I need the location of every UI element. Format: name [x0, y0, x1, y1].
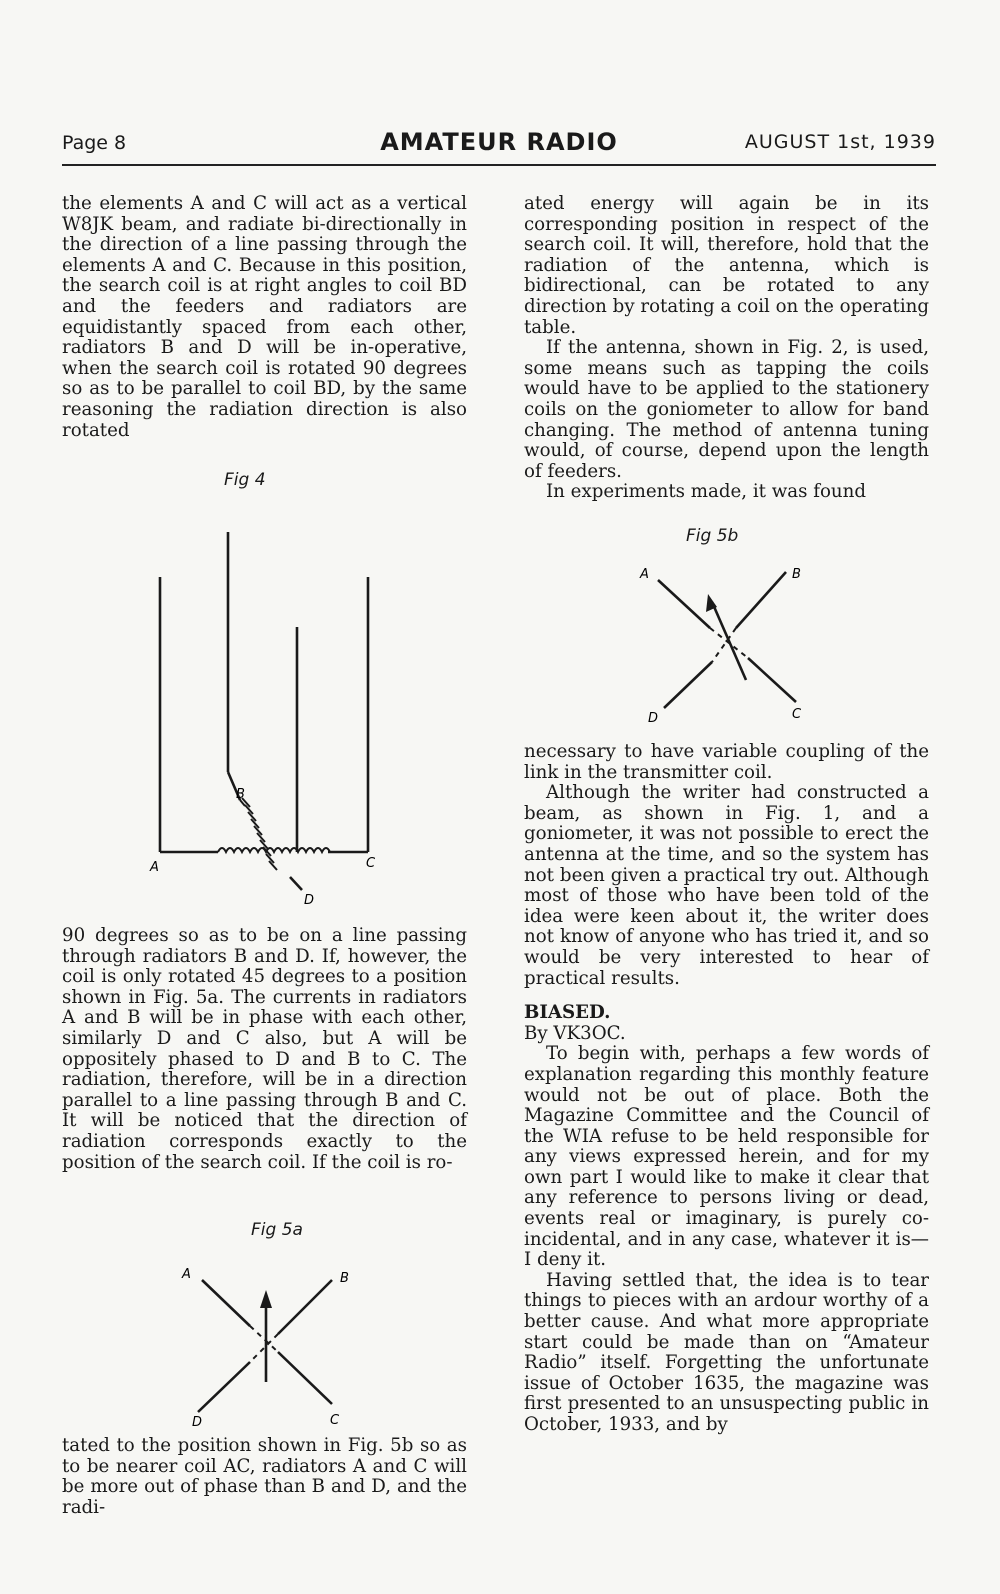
magazine-title: AMATEUR RADIO — [380, 128, 618, 156]
label-d: D — [192, 1415, 203, 1430]
label-a: A — [150, 860, 159, 875]
label-d: D — [648, 711, 659, 726]
fig5b-label: Fig 5b — [686, 526, 739, 546]
paragraph: In experiments made, it was found — [546, 481, 867, 503]
page-header — [62, 128, 936, 166]
label-d: D — [304, 893, 315, 908]
paragraph: tated to the position shown in Fig. 5b so as to be nearer coil AC, radiators A and C will be more out of phase than B and D, and the radi- — [62, 1435, 467, 1518]
page-number: Page 8 — [62, 132, 127, 154]
left-column-end — [62, 1436, 467, 1518]
paragraph: Although the writer had constructed a beam, as shown in Fig. 1, and a goniometer, it was not possible to erect the antenna at the time, and so the system has not been given a practical try out. Although most of those who have been told of the idea were keen about it, the writer does not know of anyone who has tried it, and so would be very interested to hear of practical results. — [524, 782, 929, 989]
right-column-continued — [524, 742, 929, 1436]
label-c: C — [330, 1413, 340, 1428]
paragraph: ated energy will again be in its corresponding position in respect of the search coil. It will, therefore, hold that the radiation of the antenna, which is bidirectional, can be rotated to any direction by rotating a coil on the operating table. — [524, 193, 929, 338]
fig4-label: Fig 4 — [224, 470, 266, 490]
label-b: B — [792, 567, 801, 582]
right-column — [524, 194, 929, 503]
paragraph: necessary to have variable coupling of the link in the transmitter coil. — [524, 741, 929, 783]
label-c: C — [366, 856, 376, 871]
paragraph: To begin with, perhaps a few words of explanation regarding this monthly feature would not be out of place. Both the Magazine Committee and the Council of the WIA refuse to be held responsible for any views expressed herein, and for my own part I would like to make it clear that any reference to persons living or dead, events real or imaginary, is purely co-incidental, and in any case, whatever it is—I deny it. — [524, 1043, 929, 1271]
label-a: A — [182, 1267, 191, 1282]
label-c: C — [792, 707, 802, 722]
coil-ac — [218, 848, 330, 852]
article-byline: By VK3OC. — [524, 1022, 626, 1044]
left-column — [62, 194, 467, 441]
issue-date: AUGUST 1st, 1939 — [744, 131, 936, 153]
fig5b-diagram — [636, 562, 836, 732]
fig5a-diagram — [180, 1262, 360, 1432]
article-title: BIASED. — [524, 1002, 611, 1024]
label-a: A — [640, 567, 649, 582]
fig4-diagram — [140, 522, 400, 912]
label-b: B — [236, 787, 245, 802]
paragraph: Having settled that, the idea is to tear things to pieces with an ardour worthy of a better cause. And what more appropriate start could be made than on “Amateur Radio” itself. Forgetting the unfortunate issue of October 1635, the magazine was first presented to an unsuspecting public in October, 1933, and by — [524, 1269, 929, 1435]
coil-bd — [240, 798, 277, 870]
paragraph: the elements A and C will act as a vertical W8JK beam, and radiate bi-directionally in the direction of a line passing through the elements A and C. Because in this position, the search coil is at right angles to coil BD and the feeders and radiators are equidistantly spaced from each other, radiators B and D will be in-operative, when the search coil is rotated 90 degrees so as to be parallel to coil BD, by the same reasoning the radiation direction is also rotated — [62, 193, 467, 441]
left-column-continued — [62, 926, 467, 1173]
paragraph: If the antenna, shown in Fig. 2, is used, some means such as tapping the coils would have to be applied to the stationery coils on the goniometer to allow for band changing. The method of antenna tuning would, of course, depend upon the length of feeders. — [524, 337, 929, 482]
fig5a-label: Fig 5a — [251, 1220, 303, 1240]
label-b: B — [340, 1271, 349, 1286]
paragraph: 90 degrees so as to be on a line passing through radiators B and D. If, however, the coil is only rotated 45 degrees to a position shown in Fig. 5a. The currents in radiators A and B will be in phase with each other, similarly D and C also, but A will be oppositely phased to D and B to C. The radiation, therefore, will be in a direction parallel to a line passing through B and C. It will be noticed that the direction of radiation corresponds exactly to the position of the search coil. If the coil is ro- — [62, 925, 467, 1173]
feeder-d — [290, 877, 302, 890]
